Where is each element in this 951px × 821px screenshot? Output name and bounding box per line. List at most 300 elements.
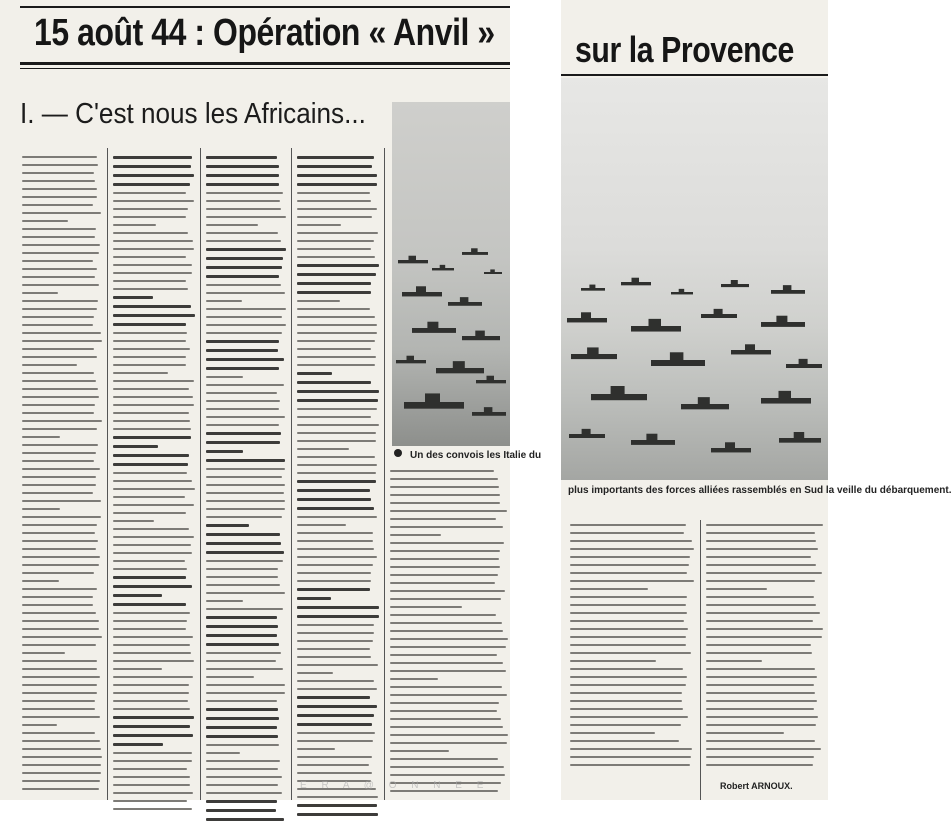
text-line (206, 349, 278, 352)
text-line (113, 248, 194, 250)
text-line (390, 518, 496, 520)
text-line (570, 604, 686, 606)
text-line (206, 660, 276, 662)
text-line (113, 216, 186, 218)
text-line (570, 628, 688, 630)
text-line (206, 533, 280, 536)
text-line (22, 316, 94, 318)
ship-silhouette (786, 359, 822, 368)
text-line (297, 216, 372, 218)
text-line (206, 240, 281, 242)
text-line (22, 748, 101, 750)
text-line (297, 424, 379, 426)
text-line (206, 560, 283, 562)
text-line (297, 772, 372, 774)
text-line (206, 257, 283, 260)
text-line (22, 684, 97, 686)
text-line (113, 536, 194, 538)
text-line (570, 612, 687, 614)
text-line (206, 224, 258, 226)
ship-silhouette (761, 316, 805, 327)
text-line (113, 463, 188, 466)
text-line (297, 688, 377, 690)
text-line (22, 244, 100, 246)
text-line (206, 367, 279, 370)
text-line (706, 596, 814, 598)
column-separator (384, 148, 385, 800)
text-line (206, 292, 285, 294)
text-line (706, 652, 812, 654)
ship-silhouette (472, 407, 506, 416)
text-line (113, 280, 186, 282)
text-line (206, 584, 280, 586)
text-line (22, 468, 100, 470)
text-line (113, 808, 192, 810)
text-line (206, 441, 280, 444)
text-line (297, 624, 374, 626)
text-line (390, 614, 496, 616)
text-line (206, 616, 277, 619)
text-line (206, 608, 283, 610)
text-line (206, 232, 278, 234)
text-line (297, 796, 378, 798)
text-line (113, 412, 189, 414)
convoy-photo-left (392, 102, 510, 446)
text-line (22, 204, 93, 206)
text-line (22, 500, 101, 502)
text-line (113, 668, 162, 670)
text-line (22, 188, 97, 190)
text-line (22, 540, 98, 542)
text-line (22, 164, 98, 166)
text-line (297, 714, 374, 717)
text-line (113, 585, 192, 588)
text-line (706, 556, 811, 558)
text-line (390, 766, 504, 768)
text-line (113, 603, 186, 606)
text-line (297, 640, 373, 642)
text-line (297, 416, 371, 418)
ship-silhouette (681, 397, 729, 409)
text-line (22, 740, 100, 742)
text-line (206, 684, 285, 686)
text-line (22, 428, 97, 430)
article-text-column (570, 524, 694, 776)
ship-silhouette (567, 312, 607, 322)
text-line (113, 396, 193, 398)
text-line (206, 275, 279, 278)
text-line (706, 564, 816, 566)
text-line (297, 480, 376, 483)
text-line (206, 174, 279, 177)
text-line (22, 228, 96, 230)
ship-silhouette (448, 297, 482, 306)
text-line (570, 692, 682, 694)
text-line (297, 532, 373, 534)
text-line (570, 636, 686, 638)
text-line (113, 288, 188, 290)
ship-silhouette (591, 386, 647, 400)
text-line (113, 708, 190, 710)
text-line (297, 648, 370, 650)
text-line (113, 156, 192, 159)
text-line (390, 678, 438, 680)
text-line (206, 492, 284, 494)
text-line (390, 502, 500, 504)
text-line (206, 208, 281, 210)
text-line (22, 772, 101, 774)
text-line (570, 716, 688, 718)
text-line (22, 156, 97, 158)
text-line (297, 632, 374, 634)
convoy-photo-right (561, 78, 828, 480)
text-line (390, 670, 506, 672)
text-line (113, 628, 186, 630)
text-line (22, 516, 101, 518)
text-line (22, 788, 99, 790)
text-line (206, 392, 277, 394)
text-line (22, 340, 102, 342)
text-line (390, 526, 503, 528)
ship-silhouette (436, 361, 484, 373)
text-line (570, 708, 683, 710)
photo-caption-right: plus importants des forces alliées rassemblés en Sud la veille du débarquement. (568, 485, 951, 496)
text-line (113, 356, 186, 358)
text-line (570, 588, 648, 590)
text-line (297, 556, 377, 558)
text-line (22, 668, 97, 670)
text-line (706, 620, 813, 622)
text-line (113, 183, 190, 186)
text-line (113, 445, 158, 448)
text-line (113, 272, 192, 274)
text-line (390, 486, 499, 488)
text-line (22, 548, 96, 550)
text-line (390, 630, 503, 632)
text-line (22, 620, 99, 622)
text-line (113, 332, 187, 334)
text-line (22, 532, 95, 534)
text-line (297, 390, 379, 393)
text-line (706, 700, 817, 702)
text-line (206, 516, 282, 518)
text-line (297, 748, 335, 750)
text-line (22, 348, 94, 350)
text-line (390, 558, 499, 560)
text-line (22, 292, 58, 294)
text-line (22, 636, 102, 638)
text-line (570, 652, 691, 654)
text-line (206, 643, 279, 646)
text-line (113, 743, 163, 746)
text-line (22, 388, 98, 390)
text-line (113, 372, 168, 374)
text-line (206, 376, 243, 378)
text-line (206, 468, 285, 470)
text-line (113, 480, 192, 482)
text-line (113, 224, 156, 226)
ship-silhouette (779, 432, 821, 443)
text-line (206, 432, 281, 435)
ship-silhouette (701, 309, 737, 318)
text-line (22, 212, 101, 214)
text-line (297, 597, 331, 600)
text-line (706, 644, 811, 646)
text-line (113, 528, 189, 530)
text-line (390, 646, 506, 648)
text-line (206, 800, 277, 803)
text-line (206, 634, 277, 637)
text-line (113, 496, 185, 498)
article-text-column (706, 524, 824, 776)
text-line (113, 404, 194, 406)
text-line (206, 192, 283, 194)
text-line (390, 638, 508, 640)
text-line (22, 484, 96, 486)
text-line (113, 684, 189, 686)
text-line (297, 664, 378, 666)
ship-silhouette (398, 256, 428, 264)
text-line (22, 300, 98, 302)
ship-silhouette (569, 429, 605, 438)
text-line (206, 183, 279, 186)
text-line (113, 716, 194, 719)
column-separator (107, 148, 108, 800)
text-line (206, 500, 285, 502)
text-line (297, 165, 372, 168)
text-line (206, 760, 280, 762)
text-line (206, 568, 278, 570)
text-line (206, 316, 282, 318)
text-line (206, 484, 285, 486)
text-line (206, 542, 281, 545)
text-line (297, 192, 370, 194)
text-line (297, 524, 346, 526)
text-line (22, 596, 93, 598)
text-line (297, 696, 370, 699)
text-line (570, 548, 694, 550)
text-line (113, 348, 190, 350)
text-line (22, 556, 100, 558)
text-line (570, 620, 684, 622)
text-line (706, 684, 814, 686)
text-line (206, 450, 243, 453)
text-line (390, 606, 462, 608)
text-line (706, 548, 818, 550)
text-line (113, 174, 194, 177)
text-line (22, 476, 96, 478)
text-line (297, 364, 375, 366)
text-line (297, 324, 377, 326)
text-line (297, 348, 371, 350)
text-line (297, 740, 373, 742)
text-line (206, 625, 278, 628)
text-line (113, 644, 190, 646)
text-line (390, 574, 498, 576)
text-line (390, 742, 507, 744)
text-line (297, 498, 371, 501)
text-line (570, 700, 682, 702)
text-line (206, 717, 279, 720)
text-line (113, 388, 189, 390)
text-line (390, 494, 500, 496)
text-line (22, 708, 95, 710)
headline-right-rule (561, 74, 828, 76)
text-line (206, 459, 285, 462)
text-line (570, 668, 683, 670)
subheadline: I. — C'est nous les Africains... (20, 98, 366, 130)
text-line (390, 758, 498, 760)
ship-silhouette (581, 285, 605, 291)
text-line (113, 305, 191, 308)
text-line (113, 652, 191, 654)
text-line (297, 183, 377, 186)
text-line (706, 532, 815, 534)
text-line (22, 436, 60, 438)
text-line (297, 356, 376, 358)
text-line (22, 644, 96, 646)
text-line (113, 314, 195, 317)
text-line (570, 572, 687, 574)
text-line (22, 524, 97, 526)
text-line (22, 260, 93, 262)
text-line (22, 332, 101, 334)
text-line (113, 323, 186, 326)
text-line (206, 692, 285, 694)
text-line (390, 774, 505, 776)
text-line (390, 550, 500, 552)
text-line (297, 606, 379, 609)
text-line (206, 600, 243, 602)
text-line (113, 676, 193, 678)
text-line (113, 420, 190, 422)
text-line (206, 752, 240, 754)
column-separator (291, 148, 292, 800)
text-line (113, 552, 192, 554)
text-line (22, 404, 95, 406)
text-line (206, 416, 285, 418)
text-line (22, 764, 101, 766)
column-separator (200, 148, 201, 800)
text-line (706, 588, 767, 590)
text-line (113, 232, 188, 234)
text-line (113, 240, 193, 242)
text-line (297, 308, 370, 310)
text-line (206, 324, 286, 326)
text-line (113, 734, 193, 737)
text-line (570, 764, 690, 766)
text-line (297, 723, 372, 726)
text-line (297, 174, 377, 177)
text-line (390, 750, 449, 752)
headline-right: sur la Provence (575, 29, 794, 70)
text-line (22, 508, 60, 510)
text-line (206, 768, 278, 770)
ship-silhouette (402, 286, 442, 296)
text-line (113, 165, 191, 168)
text-line (297, 291, 371, 294)
text-line (206, 700, 277, 702)
text-line (113, 200, 194, 202)
column-separator (700, 520, 701, 800)
text-line (297, 240, 374, 242)
text-line (206, 735, 278, 738)
text-line (22, 564, 99, 566)
text-line (390, 534, 441, 536)
text-line (113, 472, 187, 474)
text-line (22, 372, 94, 374)
text-line (706, 740, 815, 742)
text-line (297, 408, 377, 410)
text-line (22, 652, 65, 654)
text-line (706, 580, 815, 582)
text-line (113, 725, 190, 728)
text-line (206, 708, 278, 711)
text-line (113, 544, 191, 546)
text-line (570, 684, 686, 686)
text-line (390, 718, 501, 720)
text-line (297, 440, 376, 442)
text-line (570, 596, 687, 598)
text-line (113, 660, 194, 662)
text-line (113, 560, 185, 562)
text-line (706, 724, 816, 726)
text-line (206, 652, 281, 654)
headline-rule-bottom (20, 62, 510, 65)
caption-bullet (394, 449, 402, 457)
text-line (113, 692, 189, 694)
text-line (390, 510, 507, 512)
text-line (297, 472, 376, 474)
text-line (206, 400, 280, 402)
text-line (206, 809, 276, 812)
text-line (206, 284, 281, 286)
text-line (390, 478, 498, 480)
text-line (206, 792, 282, 794)
text-line (390, 598, 501, 600)
ship-silhouette (412, 322, 456, 333)
text-line (22, 732, 95, 734)
text-line (113, 512, 186, 514)
text-line (297, 507, 374, 510)
text-line (113, 700, 188, 702)
article-text-column (297, 156, 379, 800)
ship-silhouette (621, 278, 651, 286)
text-line (206, 340, 279, 343)
text-line (22, 700, 95, 702)
text-line (206, 508, 285, 510)
text-line (297, 764, 369, 766)
ship-silhouette (432, 265, 454, 271)
text-line (113, 380, 194, 382)
text-line (206, 524, 249, 527)
text-line (22, 356, 97, 358)
ship-silhouette (771, 285, 805, 294)
ship-silhouette (462, 248, 488, 255)
ship-silhouette (651, 352, 705, 366)
text-line (570, 540, 692, 542)
text-line (297, 548, 374, 550)
text-line (113, 636, 193, 638)
ship-silhouette (476, 376, 506, 384)
text-line (206, 676, 254, 678)
text-line (113, 800, 187, 802)
text-line (22, 612, 96, 614)
text-line (570, 756, 691, 758)
text-line (390, 470, 494, 472)
text-line (297, 200, 371, 202)
text-line (22, 284, 99, 286)
